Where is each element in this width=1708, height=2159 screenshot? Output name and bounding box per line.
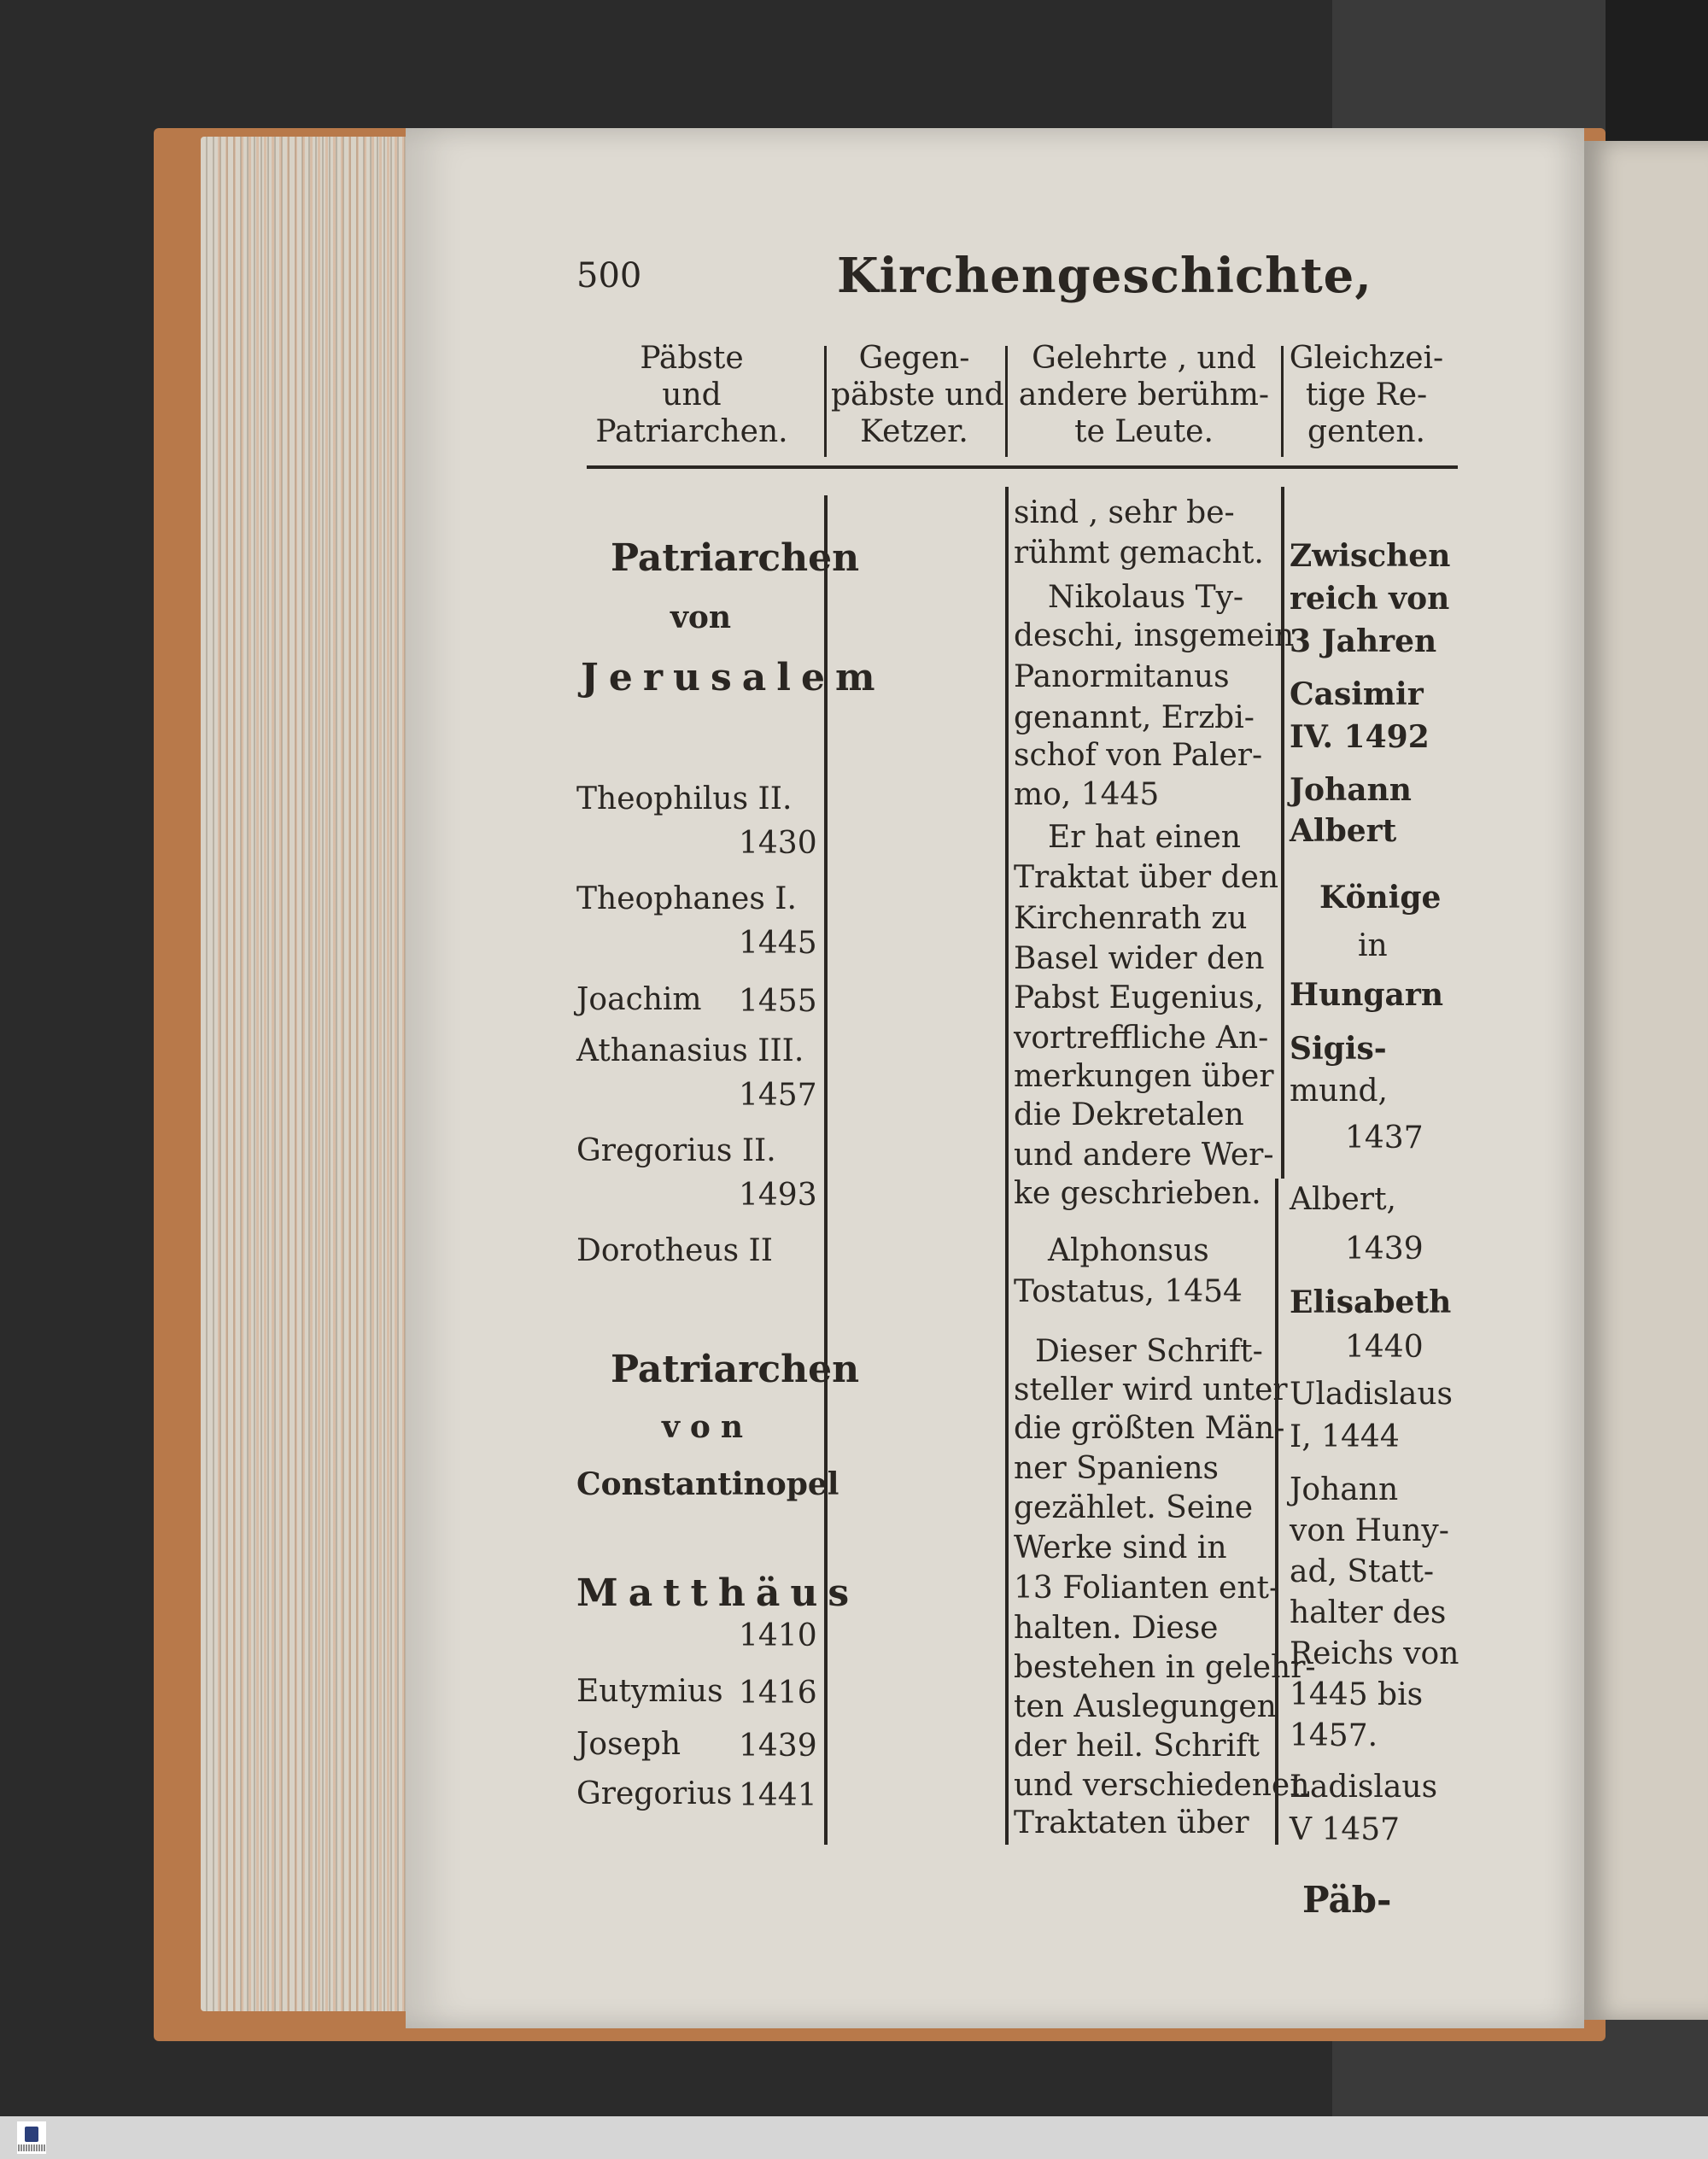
header-col2-line: Ketzer. bbox=[860, 414, 968, 449]
col3-line: vortreffliche An- bbox=[1014, 1021, 1269, 1056]
col4-line: 1439 bbox=[1345, 1232, 1424, 1267]
col3-line: Basel wider den bbox=[1014, 941, 1265, 976]
col4-line: Albert bbox=[1290, 813, 1397, 849]
column-divider-3b bbox=[1275, 1179, 1278, 1845]
col4-line: Könige bbox=[1319, 880, 1442, 916]
col1-entry-name: Gregorius II. bbox=[576, 1133, 776, 1168]
col1-heading1-line2: von bbox=[670, 600, 732, 635]
col3-line: und verschiedenen bbox=[1014, 1768, 1310, 1803]
col3-line: Traktat über den bbox=[1014, 860, 1279, 895]
col4-line: Elisabeth bbox=[1290, 1284, 1452, 1320]
book-page bbox=[406, 128, 1584, 2028]
header-col4-line: Gleichzei- bbox=[1289, 341, 1444, 376]
col3-line: Tostatus, 1454 bbox=[1014, 1274, 1243, 1309]
col3-line: rühmt gemacht. bbox=[1014, 535, 1264, 570]
col1-entry-name: Theophilus II. bbox=[576, 781, 793, 816]
col4-line: Casimir bbox=[1290, 676, 1424, 712]
col3-line: ke geschrieben. bbox=[1014, 1176, 1261, 1211]
col1-entry-name: Joseph bbox=[576, 1727, 681, 1762]
col4-line: Hungarn bbox=[1290, 977, 1443, 1013]
col3-line: 13 Folianten ent- bbox=[1014, 1571, 1280, 1606]
col3-line: sind , sehr be- bbox=[1014, 495, 1235, 530]
header-col4-line: tige Re- bbox=[1305, 377, 1428, 412]
column-divider-3a bbox=[1281, 487, 1284, 1179]
col4-line: Albert, bbox=[1290, 1182, 1396, 1217]
col3-line: schof von Paler- bbox=[1014, 738, 1263, 773]
col1-heading2-line3: Constantinopel bbox=[576, 1466, 839, 1502]
col1-entry-name: Eutymius bbox=[576, 1674, 723, 1709]
col3-line: Alphonsus bbox=[1048, 1233, 1209, 1268]
col3-line: halten. Diese bbox=[1014, 1611, 1219, 1646]
col1-entry-name: Matthäus bbox=[576, 1571, 860, 1615]
col3-line: deschi, insgemein bbox=[1014, 618, 1295, 653]
col4-line: ad, Statt- bbox=[1290, 1554, 1435, 1589]
library-logo bbox=[17, 2121, 46, 2154]
col4-line: 1437 bbox=[1345, 1120, 1424, 1156]
col1-entry-year: 1410 bbox=[739, 1618, 817, 1653]
running-head: Kirchengeschichte, bbox=[837, 248, 1372, 304]
col4-line: 1440 bbox=[1345, 1330, 1424, 1365]
col1-entry-year: 1455 bbox=[739, 984, 817, 1019]
header-divider-2 bbox=[1005, 346, 1008, 457]
header-col2 bbox=[831, 340, 1004, 450]
col3-line: gezählet. Seine bbox=[1014, 1490, 1254, 1525]
col1-entry-year: 1445 bbox=[739, 926, 817, 961]
col1-entry-year: 1416 bbox=[739, 1676, 817, 1711]
header-col4-line: genten. bbox=[1307, 414, 1425, 449]
col4-line: 3 Jahren bbox=[1290, 623, 1437, 659]
col3-line: ner Spaniens bbox=[1014, 1451, 1219, 1486]
col1-entry-name: Athanasius III. bbox=[576, 1033, 804, 1068]
col4-line: IV. 1492 bbox=[1290, 719, 1430, 755]
header-col1-line: Patriarchen. bbox=[595, 414, 788, 449]
col3-line: Nikolaus Ty- bbox=[1048, 580, 1244, 615]
column-divider-2 bbox=[1005, 487, 1009, 1845]
col4-line: von Huny- bbox=[1290, 1513, 1449, 1548]
col3-line: merkungen über bbox=[1014, 1059, 1274, 1094]
col3-line: die größten Män- bbox=[1014, 1411, 1285, 1446]
header-col2-line: päbste und bbox=[831, 377, 1004, 412]
col1-heading2-line2: von bbox=[662, 1409, 754, 1445]
col4-line: Uladislaus bbox=[1290, 1377, 1453, 1412]
col1-entry-name: Dorotheus II bbox=[576, 1233, 773, 1268]
col3-line: Panormitanus bbox=[1014, 659, 1230, 694]
col3-line: Er hat einen bbox=[1048, 820, 1241, 855]
header-rule bbox=[587, 465, 1458, 469]
catchword: Päb- bbox=[1302, 1879, 1392, 1921]
col4-line: in bbox=[1358, 928, 1388, 963]
col3-line: mo, 1445 bbox=[1014, 777, 1160, 812]
col3-line: die Dekretalen bbox=[1014, 1097, 1244, 1132]
col1-heading1-line1: Patriarchen bbox=[611, 536, 860, 580]
col4-line: 1457. bbox=[1290, 1718, 1378, 1753]
col4-line: halter des bbox=[1290, 1595, 1447, 1630]
col3-line: ten Auslegungen bbox=[1014, 1689, 1277, 1724]
header-col3 bbox=[1014, 340, 1274, 450]
page-number: 500 bbox=[576, 256, 642, 295]
col3-line: Werke sind in bbox=[1014, 1530, 1227, 1565]
header-col3-line: te Leute. bbox=[1074, 414, 1214, 449]
page-edges bbox=[201, 137, 414, 2011]
col4-line: 1445 bis bbox=[1290, 1677, 1424, 1712]
col1-heading1-line3: Jerusalem bbox=[581, 656, 886, 699]
col3-line: Pabst Eugenius, bbox=[1014, 980, 1265, 1015]
col4-line: Johann bbox=[1290, 1472, 1399, 1507]
col1-entry-year: 1493 bbox=[739, 1178, 817, 1213]
col3-line: Traktaten über bbox=[1014, 1805, 1249, 1840]
col3-line: und andere Wer- bbox=[1014, 1138, 1274, 1173]
col1-heading2-line1: Patriarchen bbox=[611, 1348, 860, 1391]
col4-line: V 1457 bbox=[1290, 1812, 1401, 1847]
col4-line: Reichs von bbox=[1290, 1636, 1459, 1671]
col4-line: Ladislaus bbox=[1290, 1770, 1438, 1805]
facing-page bbox=[1580, 141, 1708, 2020]
col1-entry-year: 1439 bbox=[739, 1729, 817, 1764]
header-col1-line: und bbox=[662, 377, 722, 412]
col3-line: steller wird unter bbox=[1014, 1372, 1288, 1407]
col4-line: I, 1444 bbox=[1290, 1419, 1400, 1454]
header-col3-line: andere berühm- bbox=[1018, 377, 1270, 412]
library-logo-icon bbox=[25, 2127, 38, 2142]
col3-line: bestehen in gelehr- bbox=[1014, 1650, 1316, 1685]
col4-line: mund, bbox=[1290, 1074, 1388, 1109]
header-divider-3 bbox=[1281, 346, 1284, 457]
col3-line: Dieser Schrift- bbox=[1035, 1334, 1263, 1369]
header-col1 bbox=[589, 340, 794, 450]
col1-entry-name: Joachim bbox=[576, 982, 702, 1017]
col1-entry-year: 1441 bbox=[739, 1778, 817, 1813]
header-col2-line: Gegen- bbox=[858, 341, 970, 376]
col3-line: genannt, Erzbi- bbox=[1014, 700, 1255, 735]
header-col3-line: Gelehrte , und bbox=[1032, 341, 1256, 376]
col4-line: reich von bbox=[1290, 581, 1450, 617]
header-col4 bbox=[1285, 340, 1448, 450]
library-logo-wordmark bbox=[18, 2144, 45, 2151]
header-divider-1 bbox=[824, 346, 827, 457]
col4-line: Johann bbox=[1290, 772, 1412, 808]
header-col1-line: Päbste bbox=[640, 341, 744, 376]
col3-line: Kirchenrath zu bbox=[1014, 901, 1248, 936]
col1-entry-year: 1457 bbox=[739, 1078, 817, 1113]
col4-line: Sigis- bbox=[1290, 1031, 1387, 1067]
col1-entry-year: 1430 bbox=[739, 826, 817, 861]
col1-entry-name: Theophanes I. bbox=[576, 881, 797, 916]
col1-entry-name: Gregorius bbox=[576, 1776, 733, 1811]
col3-line: der heil. Schrift bbox=[1014, 1729, 1260, 1764]
col4-line: Zwischen bbox=[1290, 538, 1451, 574]
viewer-footer bbox=[0, 2116, 1708, 2159]
